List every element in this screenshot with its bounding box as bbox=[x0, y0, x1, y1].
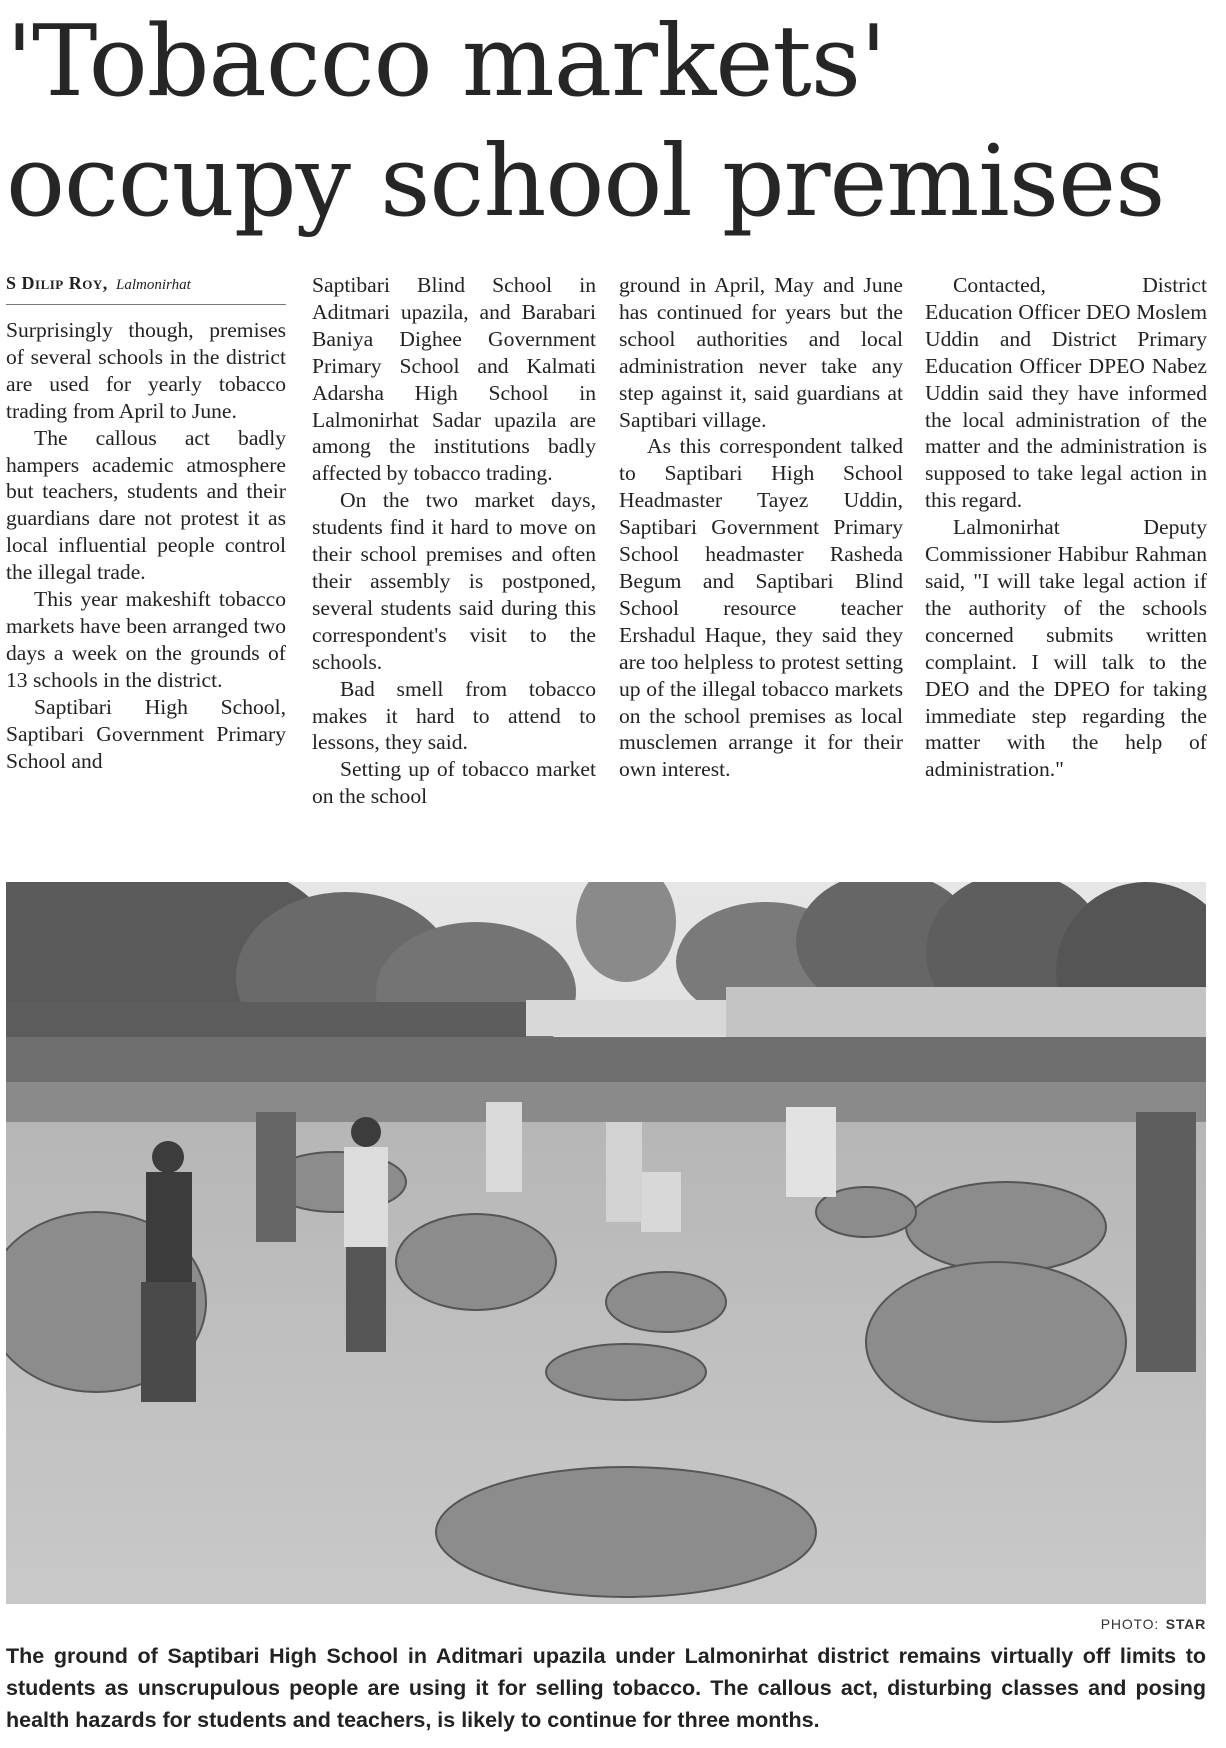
photo-caption: The ground of Saptibari High School in Aditmari upazila under Lalmonirhat district remains virtually off limits to students as unscrupulous people are using it for selling tobacco. The callous act, disturbing classes and posing health hazards for students and teachers, is likely to continue for three months. bbox=[6, 1644, 1206, 1732]
article-paragraph: As this correspondent talked to Saptibari High School Headmaster Tayez Uddin, Saptibari Government Primary School headmaster Rasheda Begum and Saptibari Blind School resource teacher Ershadul Haque, they said they are too helpless to protest setting up of the illegal tobacco markets on the school premises as local musclemen arrange it for their own interest. bbox=[619, 434, 903, 782]
tobacco-market-photo bbox=[6, 882, 1206, 1604]
article-column-2 bbox=[312, 272, 596, 810]
article-column-1 bbox=[6, 272, 286, 774]
article-paragraph: The callous act badly hampers academic atmosphere but teachers, students and their guardians dare not protest it as local influential people control the illegal trade. bbox=[6, 425, 286, 585]
article-paragraph: Saptibari Blind School in Aditmari upazila, and Barabari Baniya Dighee Government Primary School and Kalmati Adarsha High School in Lalmonirhat Sadar upazila are among the institutions badly affected by tobacco trading. bbox=[312, 273, 596, 486]
photo-building-right bbox=[726, 987, 1206, 1037]
article-paragraph: Lalmonirhat Deputy Commissioner Habibur Rahman said, "I will take legal action if the authority of the schools concerned submits written complaint. I will talk to the DEO and the DPEO for taking immediate step regarding the matter with the help of administration." bbox=[925, 515, 1207, 782]
article-column-3 bbox=[619, 272, 903, 783]
article-paragraph: ground in April, May and June has continued for years but the school authorities and local administration never take any step against it, said guardians at Saptibari village. bbox=[619, 273, 903, 432]
photo-crowd bbox=[6, 1037, 1206, 1122]
article-paragraph: Surprisingly though, premises of several schools in the district are used for yearly tobacco trading from April to June. bbox=[6, 318, 286, 423]
headline: 'Tobacco markets' occupy school premises bbox=[6, 5, 1165, 239]
article-paragraph: Setting up of tobacco market on the school bbox=[312, 757, 596, 809]
article-column-4 bbox=[925, 272, 1207, 783]
photo-credit-label: PHOTO: bbox=[1100, 1616, 1160, 1632]
article-paragraph: This year makeshift tobacco markets have been arranged two days a week on the grounds of 13 schools in the district. bbox=[6, 587, 286, 692]
photo-credit bbox=[1101, 1616, 1206, 1632]
article-paragraph: Saptibari High School, Saptibari Government Primary School and bbox=[6, 694, 286, 773]
article-paragraph: Contacted, District Education Officer DEO Moslem Uddin and District Primary Education Officer DPEO Nabez Uddin said they have informed the local administration of the matter and the administration is supposed to take legal action in this regard. bbox=[925, 273, 1207, 513]
byline bbox=[6, 272, 286, 305]
byline-author: S Dilip Roy, bbox=[6, 273, 108, 293]
byline-location: Lalmonirhat bbox=[116, 277, 191, 293]
article-paragraph: On the two market days, students find it hard to move on their school premises and often their assembly is postponed, several students said during this correspondent's visit to the schools. bbox=[312, 488, 596, 674]
photo-building bbox=[526, 1000, 726, 1036]
photo-credit-name: STAR bbox=[1165, 1616, 1206, 1632]
article-paragraph: Bad smell from tobacco makes it hard to attend to lessons, they said. bbox=[312, 676, 596, 755]
news-photo bbox=[6, 882, 1206, 1604]
